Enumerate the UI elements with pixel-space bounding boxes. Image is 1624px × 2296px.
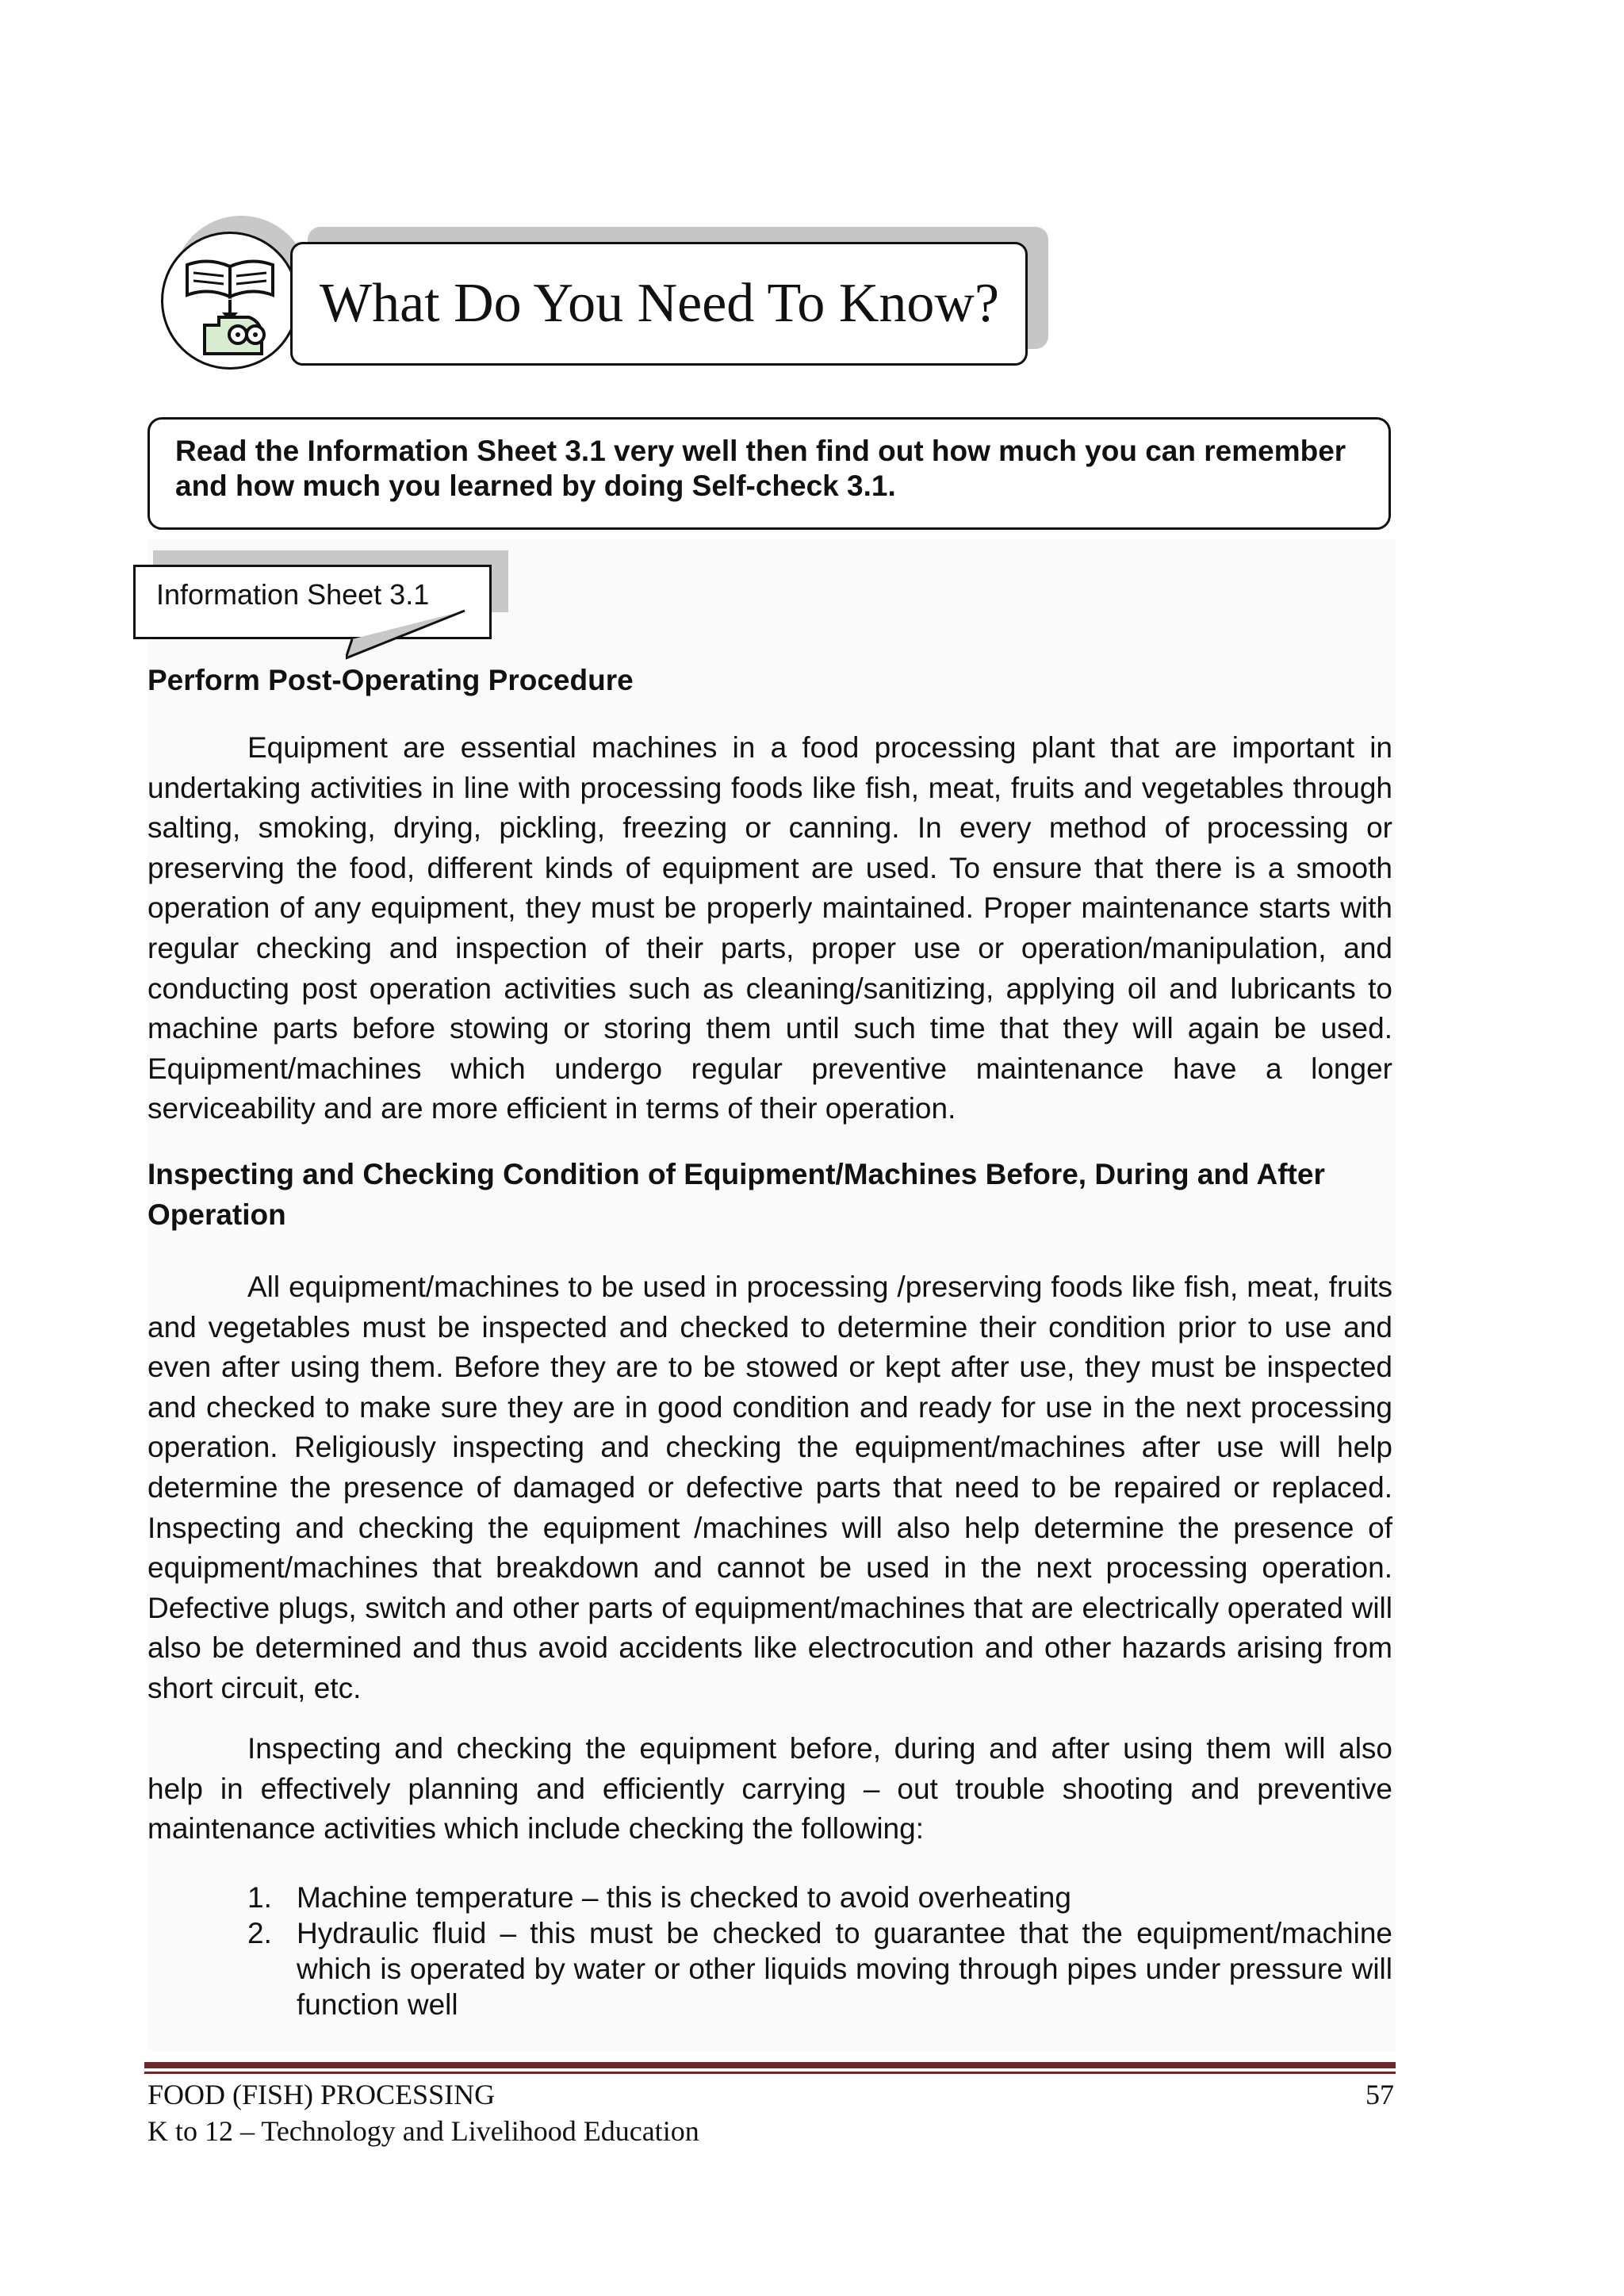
list-item-number: 1. [247,1881,272,1914]
section-heading-inspecting: Inspecting and Checking Condition of Equipment/Machines Before, During and After Operation [147,1158,1325,1231]
footer-rule [144,2062,1396,2068]
checklist [238,1880,1392,2022]
book-reader-icon [173,243,292,362]
footer-program-title: K to 12 – Technology and Livelihood Education [147,2115,699,2147]
section-heading-post-operating: Perform Post-Operating Procedure [147,664,634,696]
list-item [238,1880,1392,1915]
footer-course-title: FOOD (FISH) PROCESSING [147,2079,496,2110]
instruction-box [147,417,1391,530]
paragraph-equipment-intro: Equipment are essential machines in a food processing plant that are important in undertaking activities in line with processing foods like fish, meat, fruits and vegetables through salting, smoking, drying, pickling, freezing or canning. In every method of processing or preserving the food, different kinds of equipment are used. To ensure that there is a smooth operation of any equipment, they must be properly maintained. Proper maintenance starts with regular checking and inspection of their parts, proper use or operation/manipulation, and conducting post operation activities such as cleaning/sanitizing, applying oil and lubricants to machine parts before stowing or storing them until such time that they will again be used. Equipment/machines which undergo regular preventive maintenance have a longer serviceability and are more efficient in terms of their operation. [147,731,1392,1125]
callout-tail-icon [346,609,473,665]
page-title: What Do You Need To Know? [320,273,1000,334]
paragraph-inspection-details: All equipment/machines to be used in processing /preserving foods like fish, meat, fruits and vegetables must be inspected and checked to determine their condition prior to use and even after using them. Before they are to be stowed or kept after use, they must be inspected and checked to make sure they are in good condition and ready for use in the next processing operation. Religiously inspecting and checking the equipment/machines after use will help determine the presence of damaged or defective parts that need to be repaired or replaced. Inspecting and checking the equipment /machines will also help determine the presence of equipment/machines that breakdown and cannot be used in the next processing operation. Defective plugs, switch and other parts of equipment/machines that are electrically operated will also be determined and thus avoid accidents like electrocution and other hazards arising from short circuit, etc. [147,1271,1392,1704]
list-item-number: 2. [247,1917,272,1949]
footer-rule-thin [144,2072,1396,2074]
header-title-box [290,242,1028,366]
list-item-text: Machine temperature – this is checked to avoid overheating [297,1881,1071,1914]
list-item-text: Hydraulic fluid – this must be checked to guarantee that the equipment/machine which is operated by water or other liquids moving through pipes under pressure will function well [297,1917,1392,2021]
list-item [238,1915,1392,2022]
paragraph-checking-intro: Inspecting and checking the equipment before, during and after using them will also help in effectively planning and efficiently carrying – out trouble shooting and preventive maintenance activities which include checking the following: [147,1732,1392,1846]
instruction-text: Read the Information Sheet 3.1 very well then find out how much you can remember and how much you learned by doing Self-check 3.1. [175,435,1346,502]
page-number: 57 [1365,2079,1394,2110]
info-sheet-label: Information Sheet 3.1 [156,578,430,611]
